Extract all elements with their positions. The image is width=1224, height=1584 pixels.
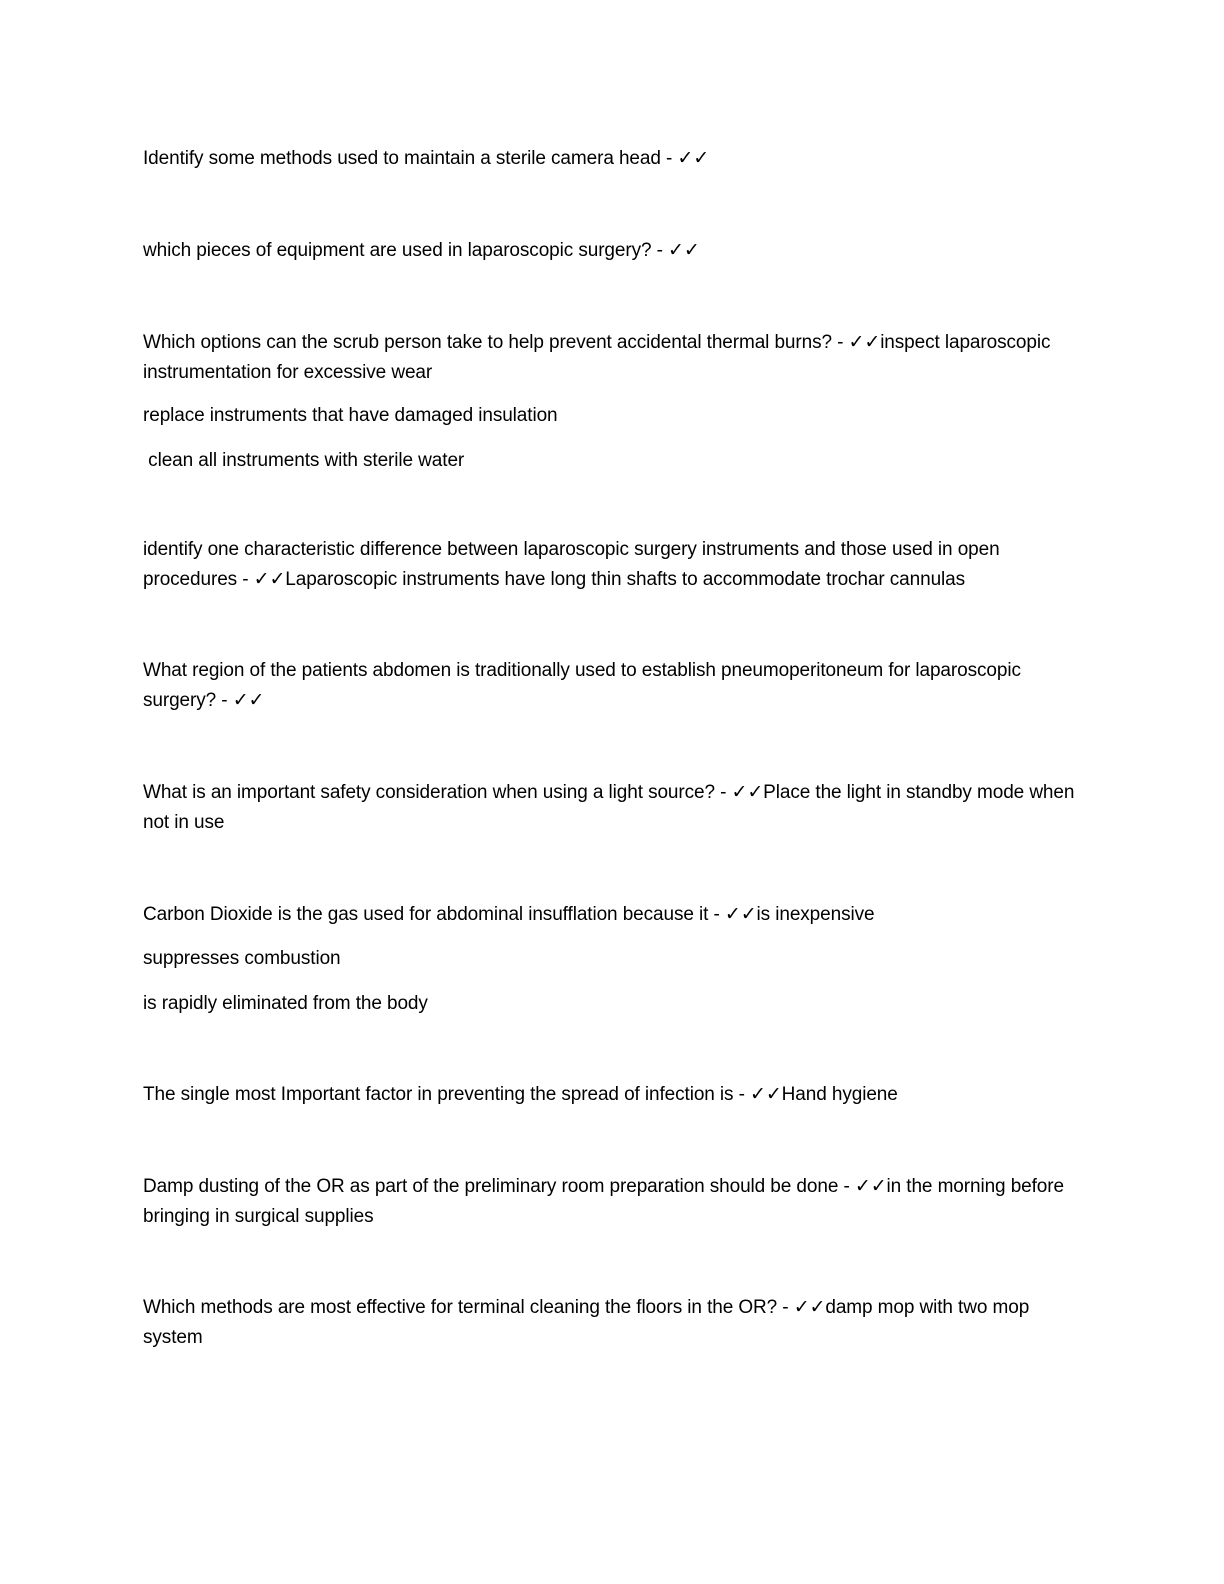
answer-suppresses-combustion: suppresses combustion [143,948,341,969]
question-light-source-safety: What is an important safety consideration when using a light source? - ✓✓Place the light in standby mode when not in use [143,782,1075,833]
question-pneumoperitoneum-region: What region of the patients abdomen is traditionally used to establish pneumoperitoneum for laparoscopic surgery? - ✓✓ [143,660,1021,711]
answer-clean-instruments: clean all instruments with sterile water [143,450,465,471]
answer-replace-instruments: replace instruments that have damaged insulation [143,405,558,426]
answer-rapidly-eliminated: is rapidly eliminated from the body [143,993,428,1014]
question-thermal-burns: Which options can the scrub person take to help prevent accidental thermal burns? - ✓✓inspect laparoscopic instrumentation for excessive wear [143,332,1051,383]
question-damp-dusting: Damp dusting of the OR as part of the preliminary room preparation should be done - ✓✓in the morning before bringing in surgical supplies [143,1176,1064,1227]
question-laparoscopic-equipment: which pieces of equipment are used in laparoscopic surgery? - ✓✓ [143,240,700,261]
question-infection-factor: The single most Important factor in preventing the spread of infection is - ✓✓Hand hygiene [143,1084,898,1105]
question-carbon-dioxide: Carbon Dioxide is the gas used for abdominal insufflation because it - ✓✓is inexpensive [143,904,875,925]
question-camera-head: Identify some methods used to maintain a sterile camera head - ✓✓ [143,148,710,169]
question-terminal-cleaning: Which methods are most effective for terminal cleaning the floors in the OR? - ✓✓damp mop with two mop system [143,1297,1030,1348]
question-instrument-difference: identify one characteristic difference between laparoscopic surgery instruments and those used in open procedures - ✓✓Laparoscopic instruments have long thin shafts to accommodate trochar cannulas [143,539,1000,590]
